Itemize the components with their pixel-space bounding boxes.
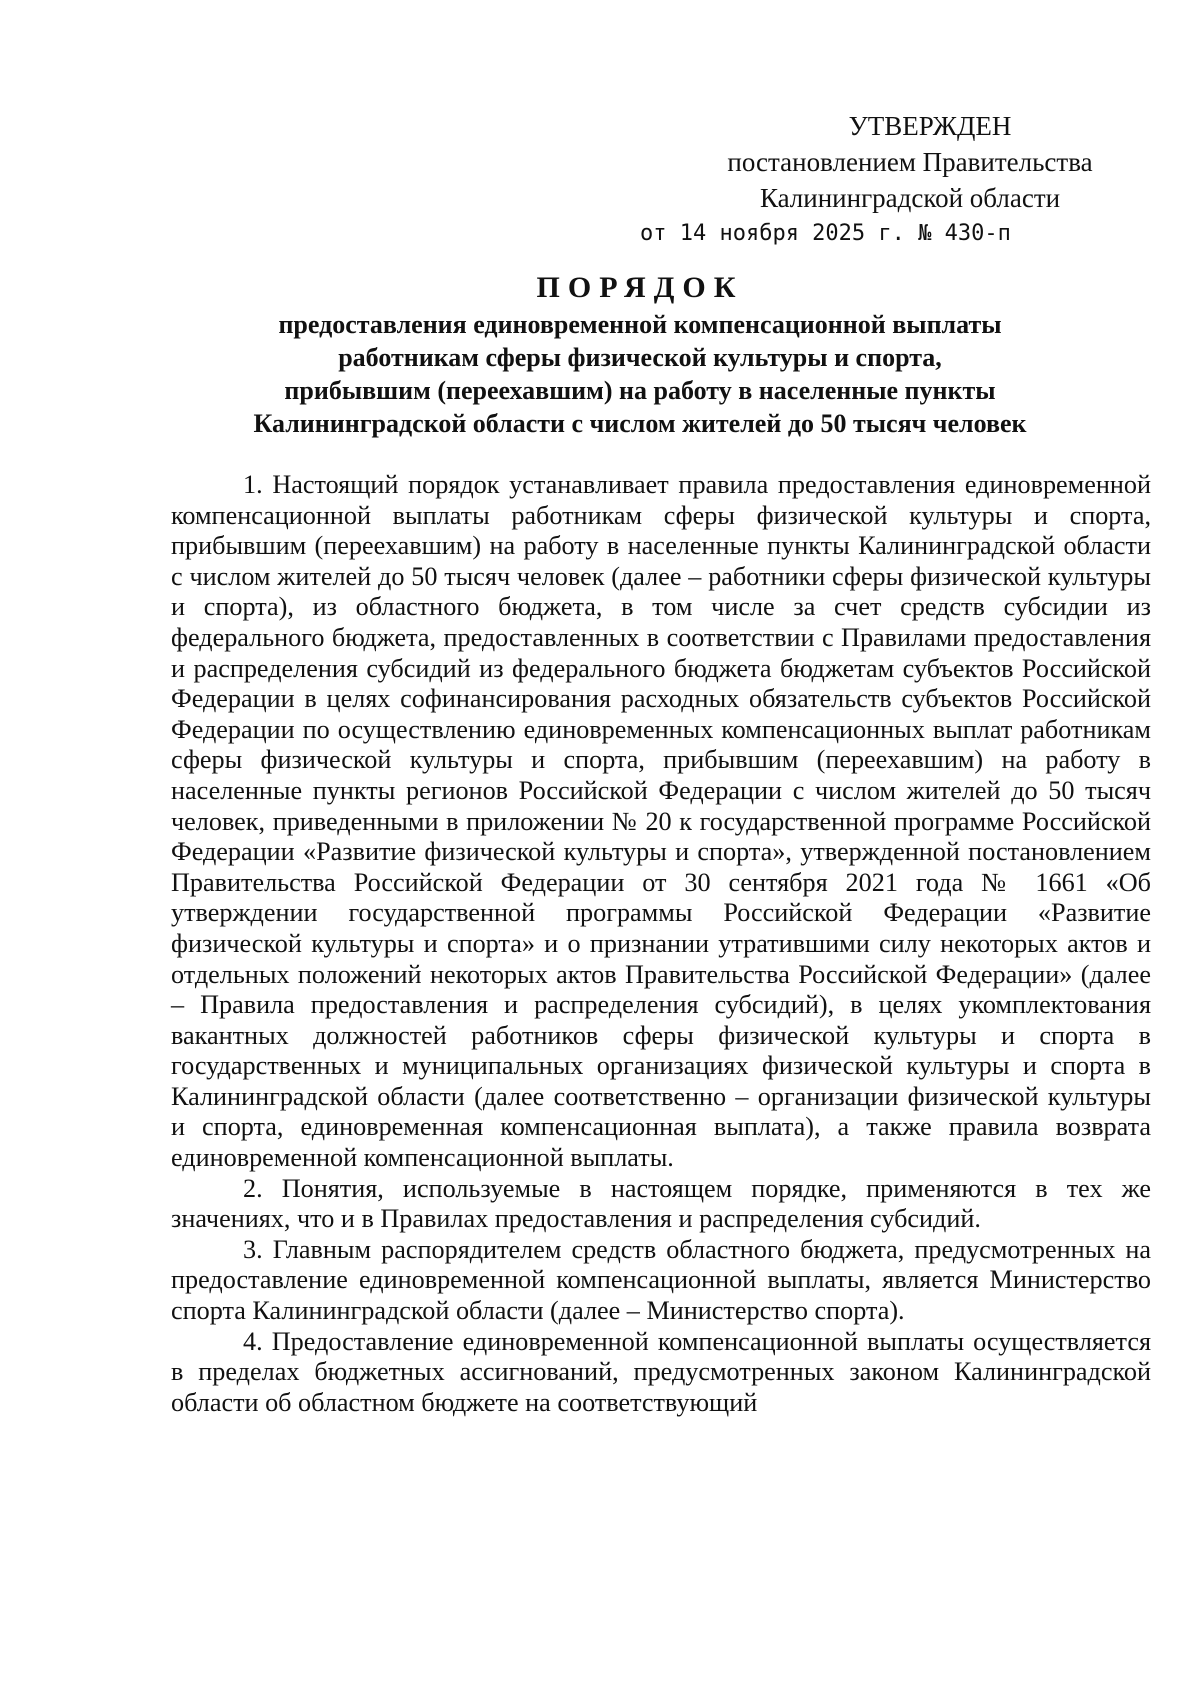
document-title: ПОРЯДОК xyxy=(536,271,744,304)
document-subtitle-line-1: предоставления единовременной компенсационной выплаты xyxy=(278,310,1002,339)
document-subtitle-line-4: Калининградской области с числом жителей до 50 тысяч человек xyxy=(253,409,1027,438)
approval-line-1: постановлением Правительства xyxy=(727,147,1093,177)
document-heading xyxy=(160,268,1120,440)
approval-stamp xyxy=(640,108,1120,252)
paragraph-4: 4. Предоставление единовременной компенсационной выплаты осуществляется в пределах бюджетных ассигнований, предусмотренных законом Калининградской области об областном бюджете на соответствующий xyxy=(171,1326,1151,1417)
approval-date-line: от 14 ноября 2025 г. № 430-п xyxy=(640,221,1011,246)
document-body xyxy=(171,470,1151,1418)
approval-title: УТВЕРЖДЕН xyxy=(848,111,1012,141)
document-subtitle-line-3: прибывшим (переехавшим) на работу в населенные пункты xyxy=(284,376,996,405)
approval-line-2: Калининградской области xyxy=(759,183,1061,213)
paragraph-1: 1. Настоящий порядок устанавливает правила предоставления единовременной компенсационной выплаты работникам сферы физической культуры и спорта, прибывшим (переехавшим) на работу в населенные пункты Калининградской области с числом жителей до 50 тысяч человек (далее – работники сферы физической культуры и спорта), из областного бюджета, в том числе за счет средств субсидии из федерального бюджета, предоставленных в соответствии с Правилами предоставления и распределения субсидий из федерального бюджета бюджетам субъектов Российской Федерации в целях софинансирования расходных обязательств субъектов Российской Федерации по осуществлению единовременных компенсационных выплат работникам сферы физической культуры и спорта, прибывшим (переехавшим) на работу в населенные пункты регионов Российской Федерации с числом жителей до 50 тысяч человек, приведенными в приложении № 20 к государственной программе Российской Федерации «Развитие физической культуры и спорта», утвержденной постановлением Правительства Российской Федерации от 30 сентября 2021 года № 1661 «Об утверждении государственной программы Российской Федерации «Развитие физической культуры и спорта» и о признании утратившими силу некоторых актов и отдельных положений некоторых актов Правительства Российской Федерации» (далее – Правила предоставления и распределения субсидий), в целях укомплектования вакантных должностей работников сферы физической культуры и спорта в государственных и муниципальных организациях физической культуры и спорта в Калининградской области (далее соответственно – организации физической культуры и спорта, единовременная компенсационная выплата), а также правила возврата единовременной компенсационной выплаты. xyxy=(171,470,1151,1173)
paragraph-3: 3. Главным распорядителем средств областного бюджета, предусмотренных на предоставление единовременной компенсационной выплаты, является Министерство спорта Калининградской области (далее – Министерство спорта). xyxy=(171,1234,1151,1326)
paragraph-2: 2. Понятия, используемые в настоящем порядке, применяются в тех же значениях, что и в Правилах предоставления и распределения субсидий. xyxy=(171,1173,1151,1234)
document-subtitle-line-2: работникам сферы физической культуры и спорта, xyxy=(338,343,942,372)
